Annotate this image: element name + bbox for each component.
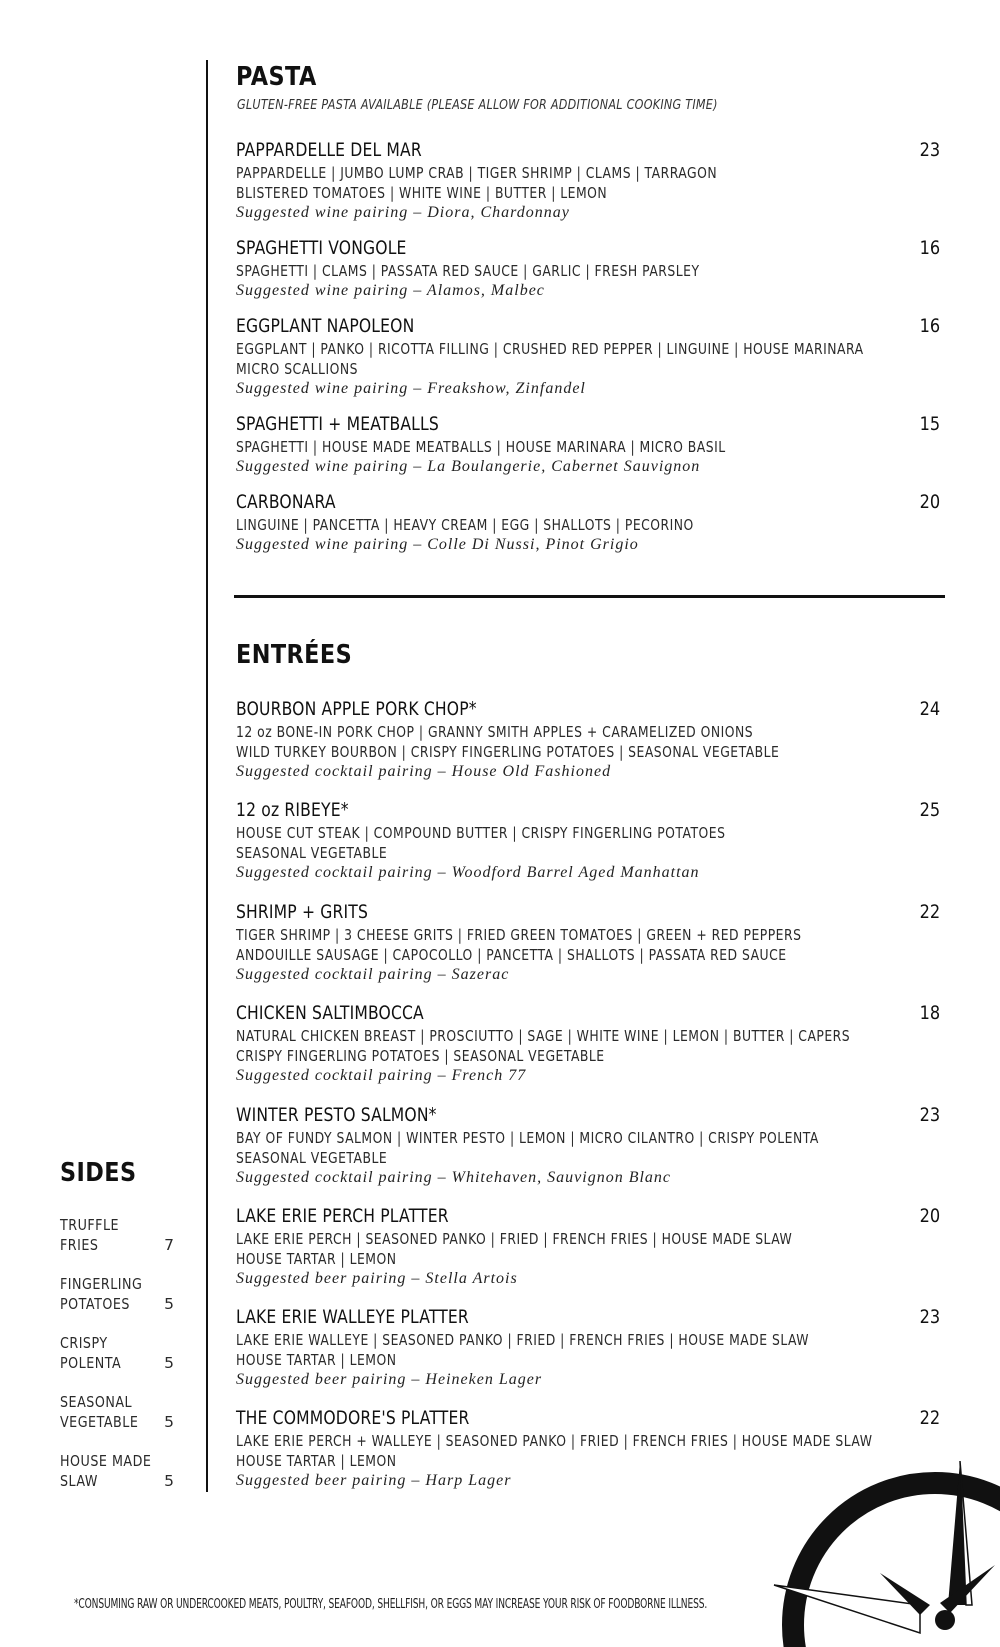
menu-item — [236, 491, 942, 555]
item-description: BLISTERED TOMATOES | WHITE WINE | BUTTER | LEMON — [236, 184, 608, 202]
item-price: 25 — [919, 799, 940, 821]
item-description: 12 oz BONE-IN PORK CHOP | GRANNY SMITH APPLES + CARAMELIZED ONIONS — [236, 723, 754, 741]
side-price: 5 — [164, 1354, 174, 1372]
item-price: 23 — [919, 139, 940, 161]
compass-rose-icon — [770, 1455, 1000, 1647]
item-pairing: Suggested beer pairing – Stella Artois — [236, 1270, 518, 1287]
section-divider — [234, 595, 945, 598]
item-description: LAKE ERIE PERCH | SEASONED PANKO | FRIED | FRENCH FRIES | HOUSE MADE SLAW — [236, 1230, 793, 1248]
item-description: SPAGHETTI | CLAMS | PASSATA RED SAUCE | GARLIC | FRESH PARSLEY — [236, 262, 700, 280]
vertical-divider — [206, 60, 208, 1492]
item-price: 20 — [919, 1205, 940, 1227]
menu-item — [236, 1306, 942, 1390]
item-name: CHICKEN SALTIMBOCCA — [236, 1002, 424, 1024]
item-name: CARBONARA — [236, 491, 336, 513]
menu-item — [236, 799, 942, 883]
menu-item — [236, 413, 942, 477]
item-pairing: Suggested cocktail pairing – Sazerac — [236, 966, 510, 983]
side-price: 7 — [164, 1236, 174, 1254]
item-pairing: Suggested cocktail pairing – House Old Fashioned — [236, 763, 612, 780]
side-name: FINGERLING — [60, 1275, 143, 1293]
item-description: HOUSE TARTAR | LEMON — [236, 1452, 397, 1470]
item-description: SEASONAL VEGETABLE — [236, 1149, 388, 1167]
item-description: BAY OF FUNDY SALMON | WINTER PESTO | LEMON | MICRO CILANTRO | CRISPY POLENTA — [236, 1129, 819, 1147]
item-pairing: Suggested cocktail pairing – Woodford Barrel Aged Manhattan — [236, 864, 700, 881]
side-name: SEASONAL — [60, 1393, 133, 1411]
side-item — [60, 1215, 178, 1255]
item-pairing: Suggested cocktail pairing – French 77 — [236, 1067, 527, 1084]
item-price: 16 — [919, 237, 940, 259]
menu-item — [236, 1002, 942, 1086]
item-price: 22 — [919, 901, 940, 923]
menu-item — [236, 237, 942, 301]
side-name: HOUSE MADE — [60, 1452, 152, 1470]
item-name: SPAGHETTI + MEATBALLS — [236, 413, 439, 435]
item-price: 23 — [919, 1306, 940, 1328]
item-price: 20 — [919, 491, 940, 513]
item-name: WINTER PESTO SALMON* — [236, 1104, 437, 1126]
item-description: NATURAL CHICKEN BREAST | PROSCIUTTO | SAGE | WHITE WINE | LEMON | BUTTER | CAPERS — [236, 1027, 851, 1045]
sides-section-title: SIDES — [60, 1158, 137, 1188]
side-price: 5 — [164, 1413, 174, 1431]
item-description: SEASONAL VEGETABLE — [236, 844, 388, 862]
item-description: MICRO SCALLIONS — [236, 360, 358, 378]
item-pairing: Suggested beer pairing – Harp Lager — [236, 1472, 512, 1489]
side-price: 5 — [164, 1472, 174, 1490]
item-name: THE COMMODORE'S PLATTER — [236, 1407, 470, 1429]
item-pairing: Suggested wine pairing – La Boulangerie, Cabernet Sauvignon — [236, 458, 701, 475]
item-price: 15 — [919, 413, 940, 435]
item-price: 16 — [919, 315, 940, 337]
item-description: PAPPARDELLE | JUMBO LUMP CRAB | TIGER SHRIMP | CLAMS | TARRAGON — [236, 164, 718, 182]
item-description: TIGER SHRIMP | 3 CHEESE GRITS | FRIED GREEN TOMATOES | GREEN + RED PEPPERS — [236, 926, 802, 944]
item-pairing: Suggested wine pairing – Freakshow, Zinfandel — [236, 380, 586, 397]
side-name: TRUFFLE — [60, 1216, 120, 1234]
item-description: SPAGHETTI | HOUSE MADE MEATBALLS | HOUSE MARINARA | MICRO BASIL — [236, 438, 726, 456]
item-name: EGGPLANT NAPOLEON — [236, 315, 415, 337]
item-name: 12 oz RIBEYE* — [236, 799, 349, 821]
menu-item — [236, 139, 942, 223]
item-price: 24 — [919, 698, 940, 720]
side-name: VEGETABLE — [60, 1413, 139, 1431]
side-name: POLENTA — [60, 1354, 122, 1372]
item-name: BOURBON APPLE PORK CHOP* — [236, 698, 477, 720]
item-name: SPAGHETTI VONGOLE — [236, 237, 407, 259]
side-name: SLAW — [60, 1472, 98, 1490]
side-name: FRIES — [60, 1236, 99, 1254]
side-name: POTATOES — [60, 1295, 130, 1313]
item-description: WILD TURKEY BOURBON | CRISPY FINGERLING POTATOES | SEASONAL VEGETABLE — [236, 743, 780, 761]
side-item — [60, 1333, 178, 1373]
item-description: LAKE ERIE WALLEYE | SEASONED PANKO | FRIED | FRENCH FRIES | HOUSE MADE SLAW — [236, 1331, 810, 1349]
menu-item — [236, 698, 942, 782]
item-price: 18 — [919, 1002, 940, 1024]
side-item — [60, 1451, 178, 1491]
side-name: CRISPY — [60, 1334, 108, 1352]
side-item — [60, 1392, 178, 1432]
pasta-subtitle: GLUTEN-FREE PASTA AVAILABLE (PLEASE ALLOW FOR ADDITIONAL COOKING TIME) — [237, 98, 718, 113]
side-item — [60, 1274, 178, 1314]
item-description: LINGUINE | PANCETTA | HEAVY CREAM | EGG | SHALLOTS | PECORINO — [236, 516, 694, 534]
item-description: LAKE ERIE PERCH + WALLEYE | SEASONED PANKO | FRIED | FRENCH FRIES | HOUSE MADE SLAW — [236, 1432, 873, 1450]
side-price: 5 — [164, 1295, 174, 1313]
pasta-section-title: PASTA — [236, 62, 317, 92]
menu-item — [236, 901, 942, 985]
item-description: CRISPY FINGERLING POTATOES | SEASONAL VEGETABLE — [236, 1047, 605, 1065]
menu-item — [236, 1205, 942, 1289]
item-pairing: Suggested beer pairing – Heineken Lager — [236, 1371, 543, 1388]
footnote: *CONSUMING RAW OR UNDERCOOKED MEATS, POULTRY, SEAFOOD, SHELLFISH, OR EGGS MAY INCREASE YOUR RISK OF FOODBORNE ILLNESS. — [74, 1597, 708, 1612]
entrees-section-title: ENTRÉES — [236, 640, 353, 670]
item-description: HOUSE TARTAR | LEMON — [236, 1250, 397, 1268]
item-name: PAPPARDELLE DEL MAR — [236, 139, 422, 161]
menu-item — [236, 315, 942, 399]
menu-item — [236, 1104, 942, 1188]
item-pairing: Suggested cocktail pairing – Whitehaven, Sauvignon Blanc — [236, 1169, 672, 1186]
item-description: HOUSE CUT STEAK | COMPOUND BUTTER | CRISPY FINGERLING POTATOES — [236, 824, 726, 842]
item-description: EGGPLANT | PANKO | RICOTTA FILLING | CRUSHED RED PEPPER | LINGUINE | HOUSE MARINARA — [236, 340, 864, 358]
item-description: HOUSE TARTAR | LEMON — [236, 1351, 397, 1369]
item-name: SHRIMP + GRITS — [236, 901, 369, 923]
item-pairing: Suggested wine pairing – Diora, Chardonnay — [236, 204, 570, 221]
item-description: ANDOUILLE SAUSAGE | CAPOCOLLO | PANCETTA | SHALLOTS | PASSATA RED SAUCE — [236, 946, 787, 964]
item-name: LAKE ERIE PERCH PLATTER — [236, 1205, 449, 1227]
item-price: 23 — [919, 1104, 940, 1126]
item-name: LAKE ERIE WALLEYE PLATTER — [236, 1306, 469, 1328]
item-price: 22 — [919, 1407, 940, 1429]
item-pairing: Suggested wine pairing – Colle Di Nussi, Pinot Grigio — [236, 536, 639, 553]
item-pairing: Suggested wine pairing – Alamos, Malbec — [236, 282, 545, 299]
